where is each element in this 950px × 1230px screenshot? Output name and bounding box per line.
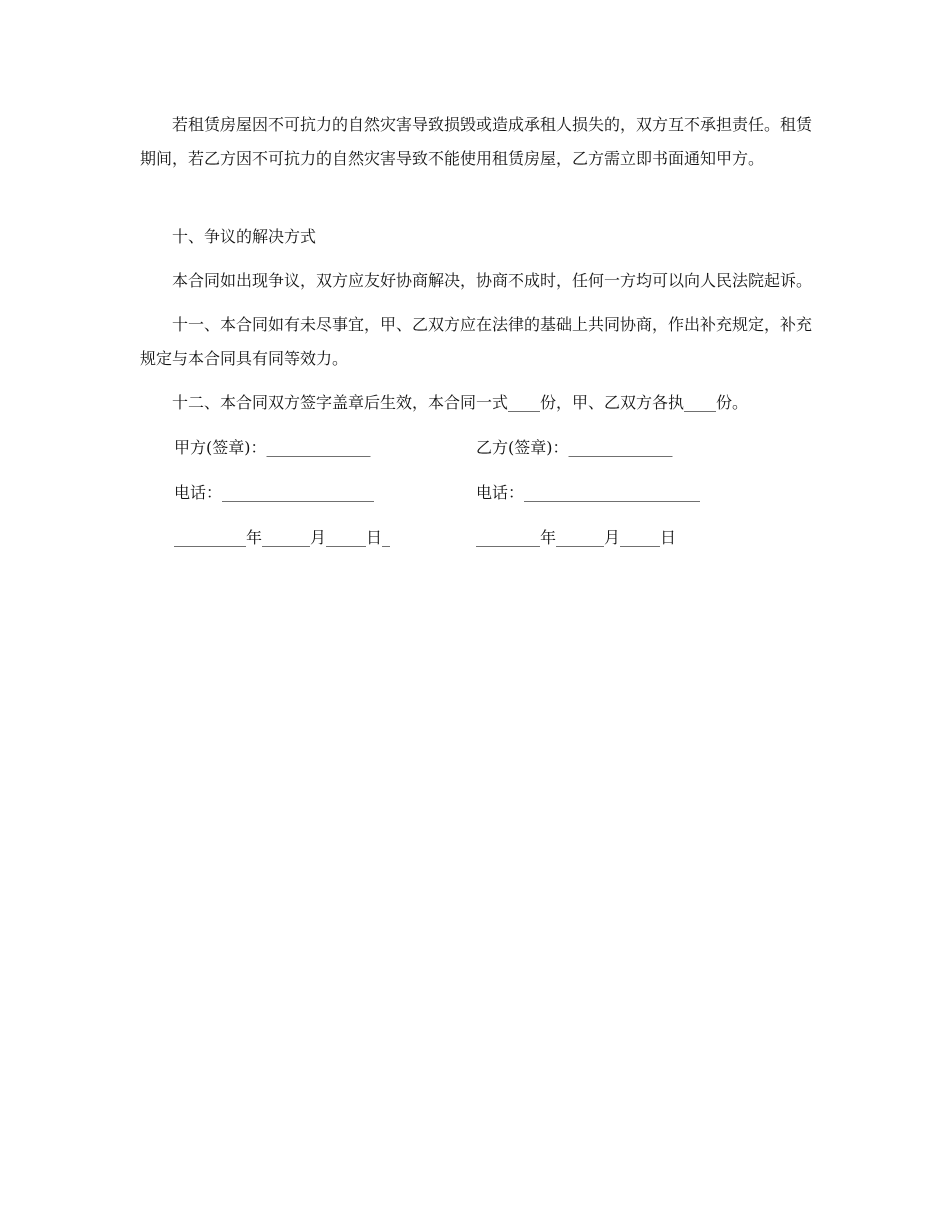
party-b-date-field: ________年______月_____日 [476, 528, 677, 547]
date-row [140, 521, 812, 566]
contract-page [140, 108, 812, 566]
dispute-resolution-heading: 十、争议的解决方式 [172, 227, 317, 246]
dispute-resolution-paragraph: 本合同如出现争议，双方应友好协商解决，协商不成时，任何一方均可以向人民法院起诉。 [172, 271, 813, 290]
party-b-phone-field: 电话：______________________ [476, 483, 701, 502]
signature-block [140, 431, 812, 566]
force-majeure-paragraph: 若租赁房屋因不可抗力的自然灾害导致损毁或造成承租人损失的，双方互不承担责任。租赁期间，若乙方因不可抗力的自然灾害导致不能使用租赁房屋，乙方需立即书面通知甲方。 [140, 115, 813, 168]
effectiveness-paragraph: 十二、本合同双方签字盖章后生效，本合同一式____份，甲、乙双方各执____份。 [172, 393, 749, 412]
supplementary-terms-paragraph: 十一、本合同如有未尽事宜，甲、乙双方应在法律的基础上共同协商，作出补充规定，补充规定与本合同具有同等效力。 [140, 315, 813, 368]
party-b-seal-field: 乙方(签章)：_____________ [476, 438, 673, 457]
party-a-seal-field: 甲方(签章)：_____________ [174, 438, 371, 457]
seal-row [140, 431, 812, 476]
party-a-date-field: _________年______月_____日_ [174, 528, 391, 547]
phone-row [140, 476, 812, 521]
party-a-phone-field: 电话：___________________ [174, 483, 375, 502]
